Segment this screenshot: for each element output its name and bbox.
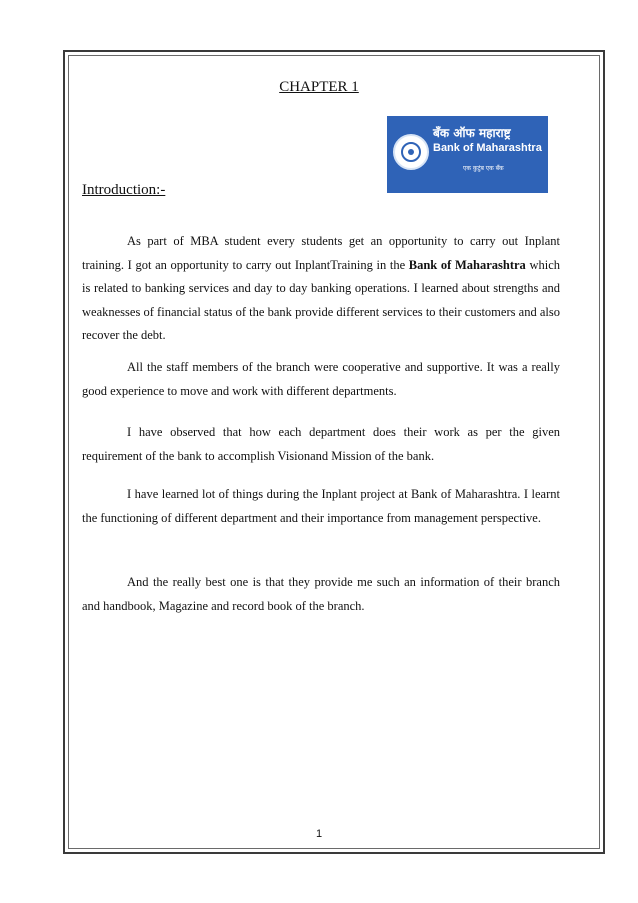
bank-logo <box>387 116 548 193</box>
page-number: 1 <box>315 828 323 840</box>
paragraph-4: I have learned lot of things during the Inplant project at Bank of Maharashtra. I learnt the functioning of different department and their importance from management perspective. <box>82 487 560 525</box>
paragraph-5: And the really best one is that they provide me such an information of their branch and handbook, Magazine and record book of the branch. <box>82 575 560 613</box>
section-heading: Introduction:- <box>82 182 166 198</box>
paragraph-1-bank-name: Bank of Maharashtra <box>408 257 526 272</box>
paragraph-3: I have observed that how each department does their work as per the given requirement of the bank to accomplish Visionand Mission of the bank. <box>82 425 560 463</box>
chapter-title: CHAPTER 1 <box>279 79 359 95</box>
paragraph-1-text-b: which is related to banking services and day to day banking operations. I learned about strengths and weaknesses of financial status of the bank provide different services to their customers and also recover the debt. <box>82 257 560 342</box>
logo-hindi-text: बँक ऑफ महाराष्ट्र <box>433 126 511 140</box>
logo-english-text: Bank of Maharashtra <box>433 142 542 154</box>
bank-seal-icon <box>393 134 429 170</box>
paragraph-2: All the staff members of the branch were cooperative and supportive. It was a really good experience to move and work with different departments. <box>82 360 560 398</box>
paragraph-1-text-a: As part of MBA student every students get an opportunity to carry out Inplant training. I got an opportunity to carry out InplantTraining in the <box>82 234 560 272</box>
logo-tagline: एक कुटुंब एक बँक <box>463 165 504 172</box>
paragraph-1 <box>82 230 560 348</box>
